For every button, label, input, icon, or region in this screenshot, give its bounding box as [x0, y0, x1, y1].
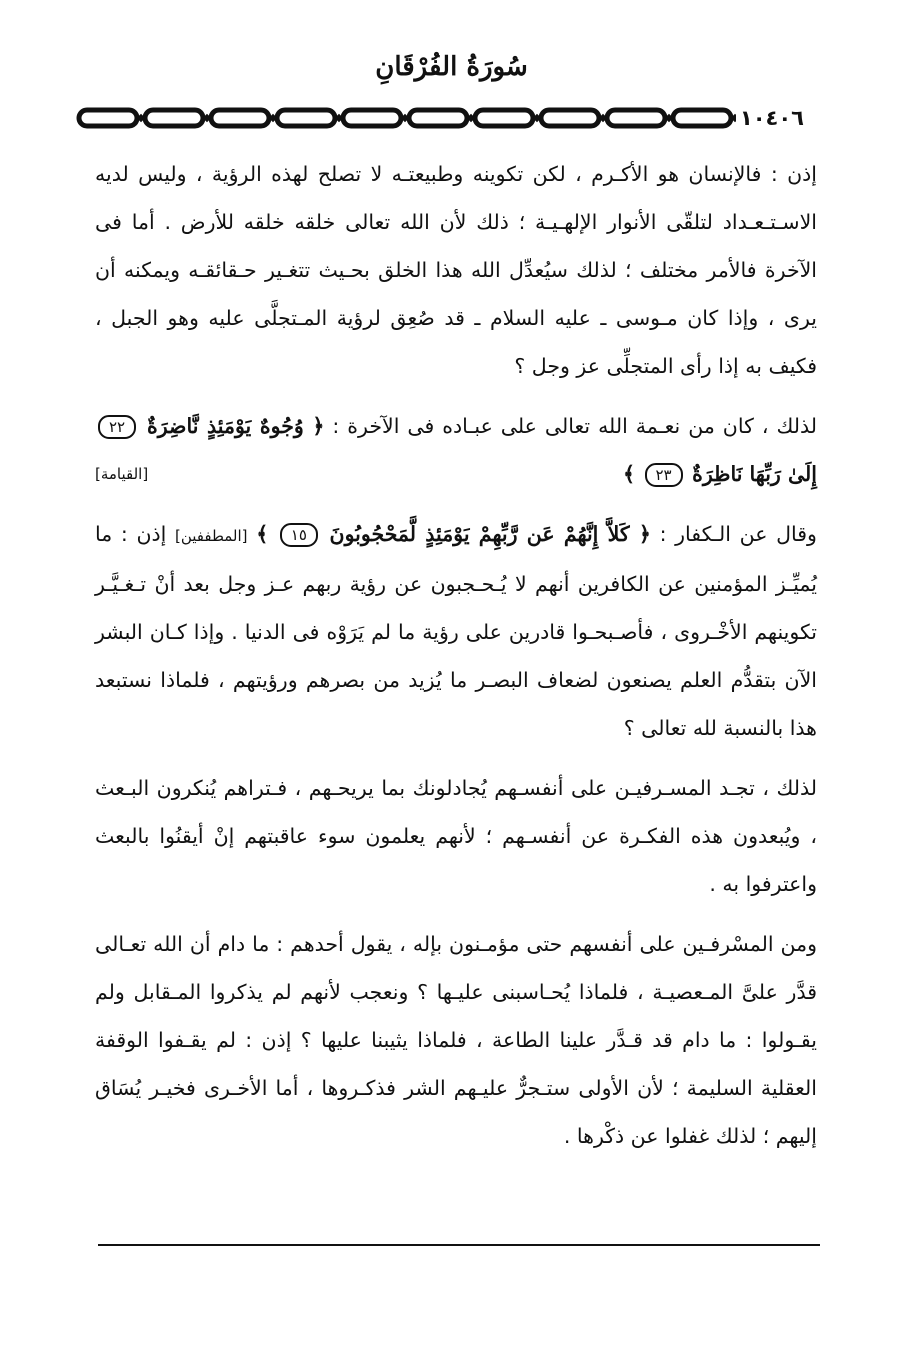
- page-body: [95, 150, 817, 1160]
- footer-rule: [98, 1244, 820, 1246]
- surah-reference-mutaffifin: [المطففين]: [174, 527, 248, 545]
- paragraph-1: إذن : فالإنسان هو الأكـرم ، لكن تكوينه وطبيعتـه لا تصلح لهذه الرؤية ، وليس لديه الاسـتـعـداد لتلقّى الأنوار الإلهـيـة ؛ ذلك لأن الله تعالى خلقه خلقه للأرض . أما فى الآخرة فالأمر مختلف ؛ لذلك سيُعدِّل الله هذا الخلق بحـيث تتغـير حـقائقـه ويمكنه أن يرى ، وإذا كان مـوسى ـ عليه السلام ـ قد صُعِق لرؤية المـتجلَّى عليه وهو الجبل ، فكيف به إذا رأى المتجلِّى عز وجل ؟: [95, 162, 817, 378]
- chain-link: [673, 110, 731, 126]
- chain-link: [409, 110, 467, 126]
- ayah-qiyamah-23: إِلَىٰ رَبِّهَا نَاظِرَةٌ: [692, 462, 817, 486]
- ayah-number-23: ٢٣: [645, 463, 683, 487]
- ayah-number-15: ١٥: [280, 523, 318, 547]
- paragraph-2-intro: لذلك ، كان من نعـمة الله تعالى على عبـاده فى الآخرة :: [332, 414, 817, 438]
- surah-title: سُورَةُ الفُرْقَانِ: [375, 52, 528, 82]
- chain-link: [541, 110, 599, 126]
- page-number: ١٠٤٠٦: [736, 104, 808, 132]
- paragraph-3: [95, 510, 817, 752]
- chain-link: [475, 110, 533, 126]
- ornamental-header-band: [75, 100, 845, 136]
- paragraph-4: لذلك ، تجـد المسـرفيـن على أنفسـهم يُجادلونك بما يريحـهم ، فـتراهم يُنكرون البـعث ، ويُبعدون هذه الفكـرة عن أنفسـهم ؛ لأنهم يعلمون سوء عاقبتهم إنْ أيقنُوا بالبعث واعترفوا به .: [95, 776, 817, 896]
- chain-link: [79, 110, 137, 126]
- ayah-number-22: ٢٢: [98, 415, 136, 439]
- ayah-qiyamah-22: ﴿ وُجُوهٌ يَوْمَئِذٍ نَّاضِرَةٌ: [147, 414, 325, 438]
- chain-link: [607, 110, 665, 126]
- ayah-close-bracket: ﴾: [623, 462, 636, 486]
- paragraph-3-intro: وقال عن الـكفار :: [659, 522, 817, 546]
- chain-link: [277, 110, 335, 126]
- paragraph-2: [95, 402, 817, 498]
- paragraph-5: ومن المسْرفـين على أنفسهم حتى مؤمـنون بإله ، يقول أحدهم : ما دام أن الله تعـالى قدَّر علىَّ المـعصيـة ، فلماذا يُحـاسبنى عليـها ؟ ونعجب لأنهم لم يذكروا المـقابل ولم يقـولوا : ما دام قد قـدَّر علينا الطاعة ، فلماذا يثيبنا عليها ؟ إذن : لم يقـفوا الوقفة العقلية السليمة ؛ لأن الأولى ستـجرٌّ عليـهم الشر فذكـروها ، أما الأخـرى فخيـر يُسَاق إليهم ؛ لذلك غفلوا عن ذكْرها .: [95, 932, 817, 1148]
- chain-link: [145, 110, 203, 126]
- chain-link: [343, 110, 401, 126]
- paragraph-3-text: إذن : ما يُميِّـز المؤمنين عن الكافرين أنهم لا يُـحـجبون عن رؤية ربهم عـز وجل بعد أنْ تـغـيَّـر تكوينهم الأخْـروى ، فأصـبحـوا قادرين على رؤية ما لم يَرَوْه فى الدنيا . وإذا كـان البشر الآن بتقدُّم العلم يصنعون لضعاف البصـر ما يُزيد من بصرهم ورؤيتهم ، فلماذا نستبعد هذا بالنسبة لله تعالى ؟: [95, 522, 817, 740]
- chain-link: [211, 110, 269, 126]
- ayah-mutaffifin-15: ﴿ كَلاَّ إِنَّهُمْ عَن رَّبِّهِمْ يَوْمَئِذٍ لَّمَحْجُوبُونَ: [329, 522, 651, 546]
- ayah-close-bracket-2: ﴾: [256, 522, 269, 546]
- surah-reference-qiyamah: [القيامة]: [95, 465, 149, 483]
